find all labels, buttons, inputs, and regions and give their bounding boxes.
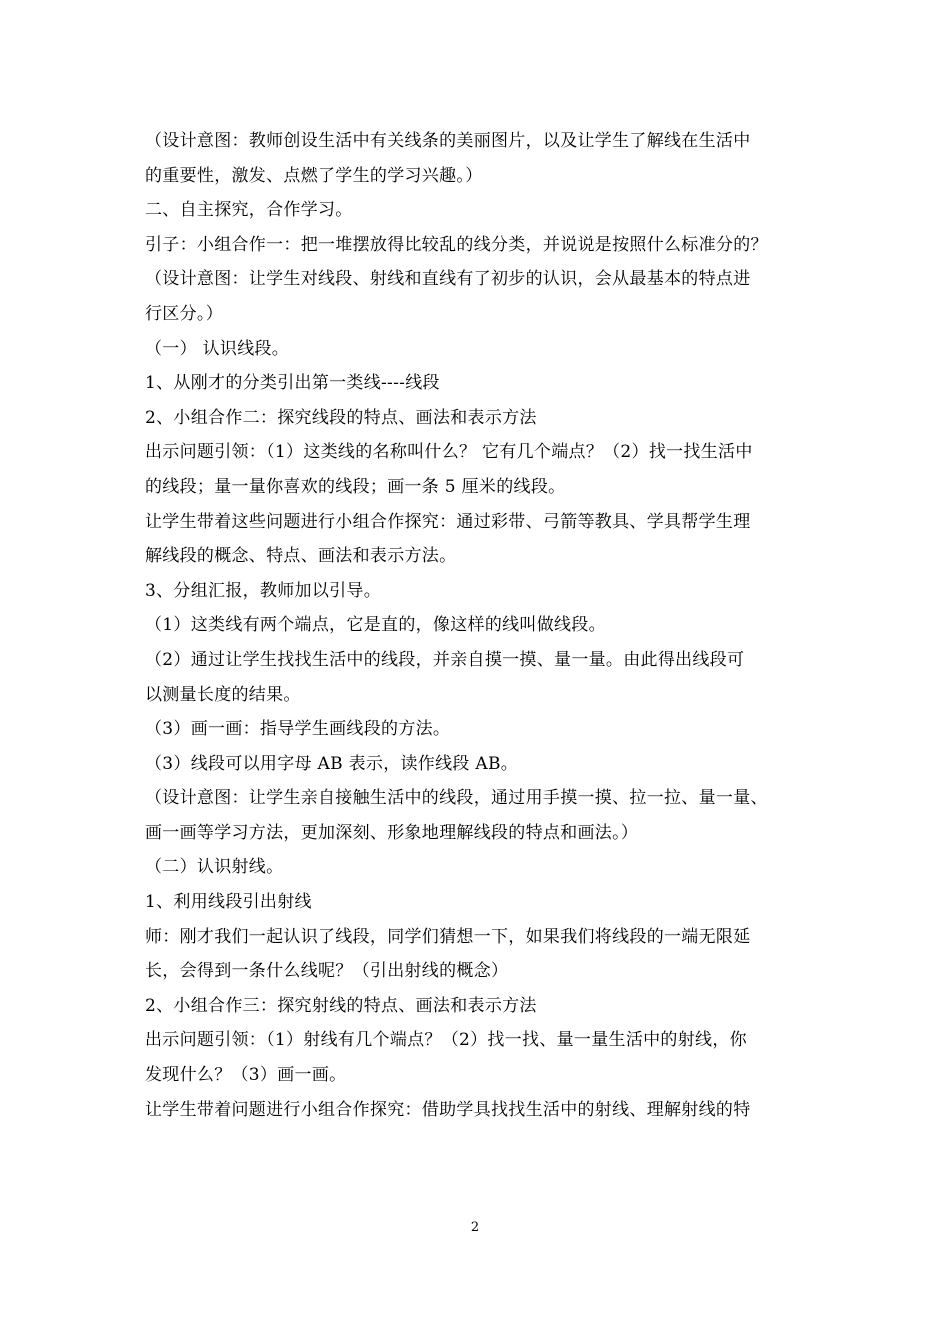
text-line: 画一画等学习方法，更加深刻、形象地理解线段的特点和画法。） xyxy=(145,822,639,843)
text-line: （设计意图：让学生亲自接触生活中的线段，通过用手摸一摸、拉一拉、量一量、 xyxy=(145,788,768,809)
text-line: 让学生带着问题进行小组合作探究：借助学具找找生活中的射线、理解射线的特 xyxy=(145,1099,751,1120)
text-line: 的线段；量一量你喜欢的线段；画一条 5 厘米的线段。 xyxy=(145,476,566,497)
text-line: （设计意图：教师创设生活中有关线条的美丽图片，以及让学生了解线在生活中 xyxy=(145,131,751,151)
text-line: 以测量长度的结果。 xyxy=(145,684,301,705)
subsection-heading: （一） 认识线段。 xyxy=(145,338,290,359)
text-line: 长，会得到一条什么线呢？（引出射线的概念） xyxy=(145,961,509,982)
text-line: （2）通过让学生找找生活中的线段，并亲自摸一摸、量一量。由此得出线段可 xyxy=(145,649,745,670)
text-line: 出示问题引领：（1）射线有几个端点？（2）找一找、量一量生活中的射线，你 xyxy=(145,1030,747,1051)
subsection-heading: （二）认识射线。 xyxy=(145,857,284,878)
text-line: （3）画一画：指导学生画线段的方法。 xyxy=(145,719,451,740)
text-line: （3）线段可以用字母 AB 表示，读作线段 AB。 xyxy=(145,753,519,774)
text-line: 行区分。） xyxy=(145,303,223,324)
text-line: 1、利用线段引出射线 xyxy=(145,892,312,913)
text-line: 引子：小组合作一：把一堆摆放得比较乱的线分类，并说说是按照什么标准分的？ xyxy=(145,234,768,255)
text-line: 2、小组合作二：探究线段的特点、画法和表示方法 xyxy=(145,407,537,428)
text-line: 的重要性，激发、点燃了学生的学习兴趣。） xyxy=(145,165,483,186)
text-line: 让学生带着这些问题进行小组合作探究：通过彩带、弓箭等教具、学具帮学生理 xyxy=(145,511,751,532)
text-line: 解线段的概念、特点、画法和表示方法。 xyxy=(145,546,457,567)
page-number: 2 xyxy=(470,1220,480,1235)
text-line: 发现什么？（3）画一画。 xyxy=(145,1065,347,1086)
text-line: 2、小组合作三：探究射线的特点、画法和表示方法 xyxy=(145,995,537,1016)
text-line: 出示问题引领：（1）这类线的名称叫什么？ 它有几个端点？（2）找一找生活中 xyxy=(145,442,753,463)
section-heading: 二、自主探究，合作学习。 xyxy=(145,200,353,221)
text-line: 1、从刚才的分类引出第一类线----线段 xyxy=(145,373,440,394)
text-line: 师：刚才我们一起认识了线段，同学们猜想一下，如果我们将线段的一端无限延 xyxy=(145,926,751,947)
text-line: （设计意图：让学生对线段、射线和直线有了初步的认识，会从最基本的特点进 xyxy=(145,269,751,290)
document-body xyxy=(145,124,811,1127)
text-line: （1）这类线有两个端点，它是直的，像这样的线叫做线段。 xyxy=(145,615,606,636)
text-line: 3、分组汇报，教师加以引导。 xyxy=(145,580,382,601)
